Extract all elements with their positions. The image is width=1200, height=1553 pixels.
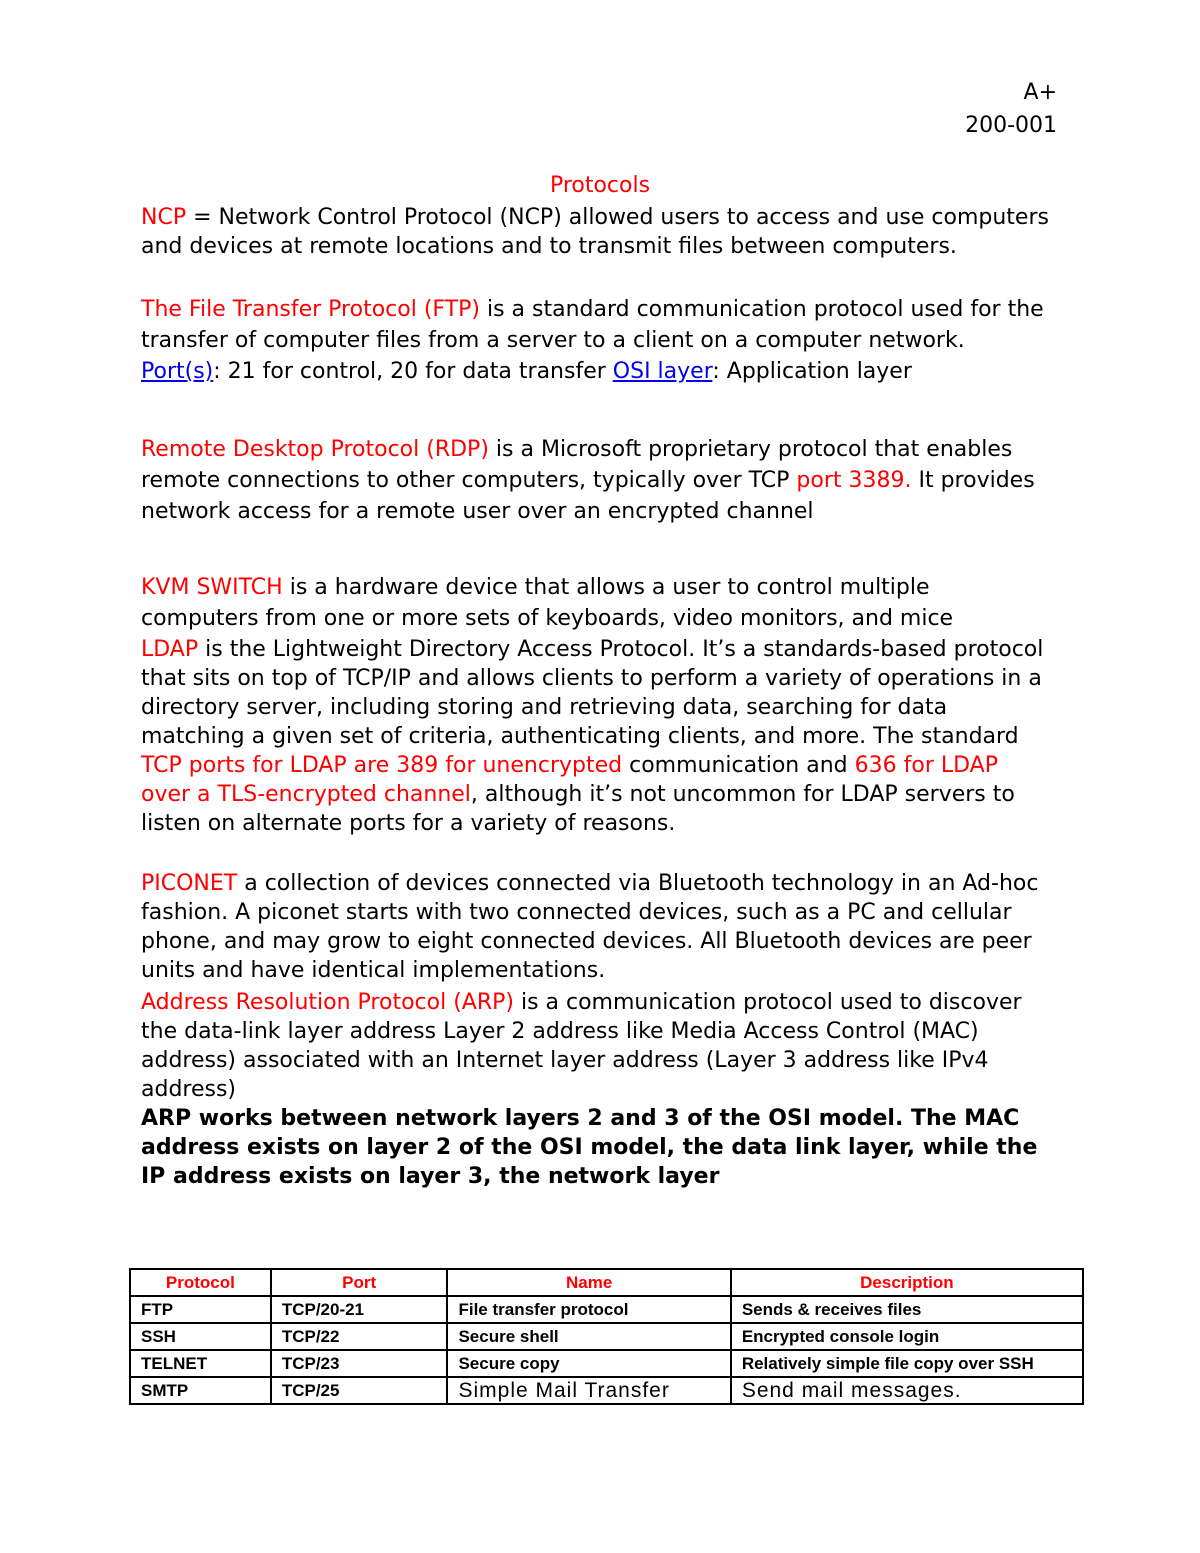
- cell-protocol: TELNET: [130, 1350, 271, 1377]
- ports-link[interactable]: Port(s): [141, 359, 214, 384]
- arp-term: Address Resolution Protocol (ARP): [141, 990, 514, 1015]
- cell-description: Encrypted console login: [731, 1323, 1083, 1350]
- page-title: Protocols: [549, 173, 651, 198]
- arp-bold-summary: ARP works between network layers 2 and 3 of the OSI model. The MAC address exists on layer 2 of the OSI model, the data link layer, while the IP address exists on layer 3, the network layer: [141, 1106, 1038, 1189]
- cell-port: TCP/23: [271, 1350, 448, 1377]
- cell-name: Secure shell: [447, 1323, 730, 1350]
- ftp-osi-text: : Application layer: [712, 359, 912, 384]
- ldap-text-1: is the Lightweight Directory Access Protocol. It’s a standards-based protocol that sits on top of TCP/IP and allows clients to perform a variety of operations in a directory server, including storing and retrieving data, searching for data matching a given set of criteria, authenticating clients, and more. The standard: [141, 637, 1044, 749]
- table-row: [130, 1377, 1083, 1404]
- rdp-paragraph: [141, 434, 1051, 527]
- table-row: [130, 1296, 1083, 1323]
- table-row: [130, 1323, 1083, 1350]
- ncp-term: NCP: [141, 205, 187, 230]
- ldap-ports-red-1: TCP ports for LDAP are 389 for unencrypted: [141, 753, 623, 778]
- cell-port: TCP/25: [271, 1377, 448, 1404]
- kvm-text: is a hardware device that allows a user to control multiple computers from one or more sets of keyboards, video monitors, and mice: [141, 575, 954, 631]
- ldap-text-2: communication and: [622, 753, 855, 778]
- cell-description: Relatively simple file copy over SSH: [731, 1350, 1083, 1377]
- ldap-ports-red-2: 636 for LDAP over a TLS-encrypted channel: [141, 753, 998, 807]
- col-header-description: Description: [731, 1269, 1083, 1296]
- ldap-paragraph: [141, 635, 1051, 838]
- cell-protocol: SSH: [130, 1323, 271, 1350]
- cell-protocol: SMTP: [130, 1377, 271, 1404]
- piconet-paragraph: [141, 869, 1051, 985]
- protocol-table: [129, 1268, 1084, 1405]
- table-row: [130, 1350, 1083, 1377]
- kvm-paragraph: [141, 572, 1051, 634]
- rdp-term: Remote Desktop Protocol (RDP): [141, 437, 489, 462]
- ldap-text-3: , although it’s not uncommon for LDAP servers to listen on alternate ports for a variety of reasons.: [141, 782, 1015, 836]
- header-line-1: A+: [1023, 80, 1057, 105]
- table-header-row: [130, 1269, 1083, 1296]
- cell-name: Secure copy: [447, 1350, 730, 1377]
- osi-layer-link[interactable]: OSI layer: [612, 359, 713, 384]
- cell-description: Send mail messages.: [731, 1377, 1083, 1404]
- piconet-text: a collection of devices connected via Bluetooth technology in an Ad-hoc fashion. A piconet starts with two connected devices, such as a PC and cellular phone, and may grow to eight connected devices. All Bluetooth devices are peer units and have identical implementations.: [141, 871, 1039, 983]
- ncp-text: = Network Control Protocol (NCP) allowed users to access and use computers and devices at remote locations and to transmit files between computers.: [141, 205, 1049, 259]
- kvm-term: KVM SWITCH: [141, 575, 283, 600]
- rdp-text-2: It provides network access for a remote user over an encrypted channel: [141, 468, 1035, 524]
- ftp-term: The File Transfer Protocol (FTP): [141, 297, 480, 322]
- ftp-ports-text: : 21 for control, 20 for data transfer: [213, 359, 613, 384]
- ldap-term: LDAP: [141, 637, 199, 662]
- piconet-term: PICONET: [141, 871, 238, 896]
- arp-text: is a communication protocol used to discover the data-link layer address Layer 2 address like Media Access Control (MAC) address) associated with an Internet layer address (Layer 3 address like IPv4 address): [141, 990, 1022, 1102]
- rdp-port: port 3389.: [796, 468, 912, 493]
- header-line-2: 200-001: [965, 113, 1057, 138]
- cell-protocol: FTP: [130, 1296, 271, 1323]
- col-header-protocol: Protocol: [130, 1269, 271, 1296]
- ftp-text: is a standard communication protocol used for the transfer of computer files from a server to a client on a computer network.: [141, 297, 1044, 353]
- cell-port: TCP/20-21: [271, 1296, 448, 1323]
- col-header-port: Port: [271, 1269, 448, 1296]
- ncp-paragraph: [141, 203, 1051, 261]
- rdp-text-1: is a Microsoft proprietary protocol that enables remote connections to other computers, typically over TCP: [141, 437, 1013, 493]
- arp-paragraph: [141, 988, 1051, 1191]
- cell-name: Simple Mail Transfer: [447, 1377, 730, 1404]
- col-header-name: Name: [447, 1269, 730, 1296]
- cell-port: TCP/22: [271, 1323, 448, 1350]
- cell-name: File transfer protocol: [447, 1296, 730, 1323]
- cell-description: Sends & receives files: [731, 1296, 1083, 1323]
- ftp-paragraph: [141, 294, 1051, 387]
